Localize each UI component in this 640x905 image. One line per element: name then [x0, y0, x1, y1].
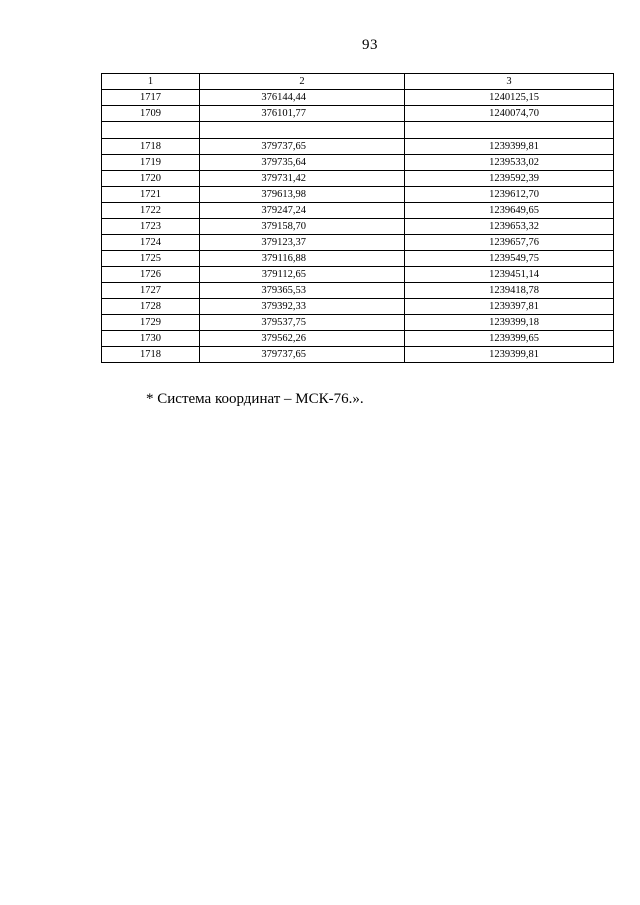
- table-row-empty: [102, 122, 614, 139]
- y-coordinate-cell: 1239418,78: [405, 283, 614, 299]
- x-coordinate-cell: 379731,42: [200, 171, 405, 187]
- y-coordinate-cell: 1239533,02: [405, 155, 614, 171]
- y-coordinate-cell: 1239399,18: [405, 315, 614, 331]
- point-number-cell: 1717: [102, 90, 200, 106]
- y-coordinate-cell: 1239653,32: [405, 219, 614, 235]
- x-coordinate-cell: 379737,65: [200, 347, 405, 363]
- y-coordinate-cell: [405, 122, 614, 139]
- point-number-cell: 1724: [102, 235, 200, 251]
- table-header-cell: 2: [200, 74, 405, 90]
- point-number-cell: 1729: [102, 315, 200, 331]
- table-row: [102, 187, 614, 203]
- point-number-cell: 1721: [102, 187, 200, 203]
- x-coordinate-cell: 379123,37: [200, 235, 405, 251]
- point-number-cell: 1722: [102, 203, 200, 219]
- table-row: [102, 315, 614, 331]
- table-row: [102, 106, 614, 122]
- table-row: [102, 90, 614, 106]
- point-number-cell: [102, 122, 200, 139]
- page-number: 93: [362, 37, 378, 53]
- table-row: [102, 347, 614, 363]
- table-row: [102, 203, 614, 219]
- y-coordinate-cell: 1239397,81: [405, 299, 614, 315]
- point-number-cell: 1725: [102, 251, 200, 267]
- point-number-cell: 1723: [102, 219, 200, 235]
- x-coordinate-cell: 379247,24: [200, 203, 405, 219]
- table-header-cell: 3: [405, 74, 614, 90]
- table-row: [102, 283, 614, 299]
- x-coordinate-cell: 376101,77: [200, 106, 405, 122]
- x-coordinate-cell: 376144,44: [200, 90, 405, 106]
- x-coordinate-cell: 379112,65: [200, 267, 405, 283]
- x-coordinate-cell: [200, 122, 405, 139]
- y-coordinate-cell: 1239657,76: [405, 235, 614, 251]
- point-number-cell: 1718: [102, 139, 200, 155]
- coordinates-table: [101, 73, 614, 363]
- y-coordinate-cell: 1239612,70: [405, 187, 614, 203]
- y-coordinate-cell: 1239399,81: [405, 347, 614, 363]
- table-row: [102, 299, 614, 315]
- x-coordinate-cell: 379735,64: [200, 155, 405, 171]
- point-number-cell: 1719: [102, 155, 200, 171]
- y-coordinate-cell: 1239592,39: [405, 171, 614, 187]
- x-coordinate-cell: 379392,33: [200, 299, 405, 315]
- coordinate-system-footnote: * Система координат – МСК-76.».: [146, 391, 364, 407]
- x-coordinate-cell: 379613,98: [200, 187, 405, 203]
- table-row: [102, 267, 614, 283]
- point-number-cell: 1727: [102, 283, 200, 299]
- y-coordinate-cell: 1240074,70: [405, 106, 614, 122]
- table-row: [102, 251, 614, 267]
- table-header-row: [102, 74, 614, 90]
- y-coordinate-cell: 1239399,81: [405, 139, 614, 155]
- x-coordinate-cell: 379116,88: [200, 251, 405, 267]
- point-number-cell: 1726: [102, 267, 200, 283]
- point-number-cell: 1720: [102, 171, 200, 187]
- x-coordinate-cell: 379365,53: [200, 283, 405, 299]
- table-row: [102, 139, 614, 155]
- x-coordinate-cell: 379562,26: [200, 331, 405, 347]
- point-number-cell: 1730: [102, 331, 200, 347]
- y-coordinate-cell: 1239549,75: [405, 251, 614, 267]
- point-number-cell: 1718: [102, 347, 200, 363]
- x-coordinate-cell: 379158,70: [200, 219, 405, 235]
- table-header-cell: 1: [102, 74, 200, 90]
- y-coordinate-cell: 1239649,65: [405, 203, 614, 219]
- point-number-cell: 1709: [102, 106, 200, 122]
- y-coordinate-cell: 1239451,14: [405, 267, 614, 283]
- x-coordinate-cell: 379537,75: [200, 315, 405, 331]
- y-coordinate-cell: 1239399,65: [405, 331, 614, 347]
- y-coordinate-cell: 1240125,15: [405, 90, 614, 106]
- table-row: [102, 155, 614, 171]
- table-row: [102, 235, 614, 251]
- table-row: [102, 171, 614, 187]
- table-row: [102, 219, 614, 235]
- x-coordinate-cell: 379737,65: [200, 139, 405, 155]
- table-row: [102, 331, 614, 347]
- point-number-cell: 1728: [102, 299, 200, 315]
